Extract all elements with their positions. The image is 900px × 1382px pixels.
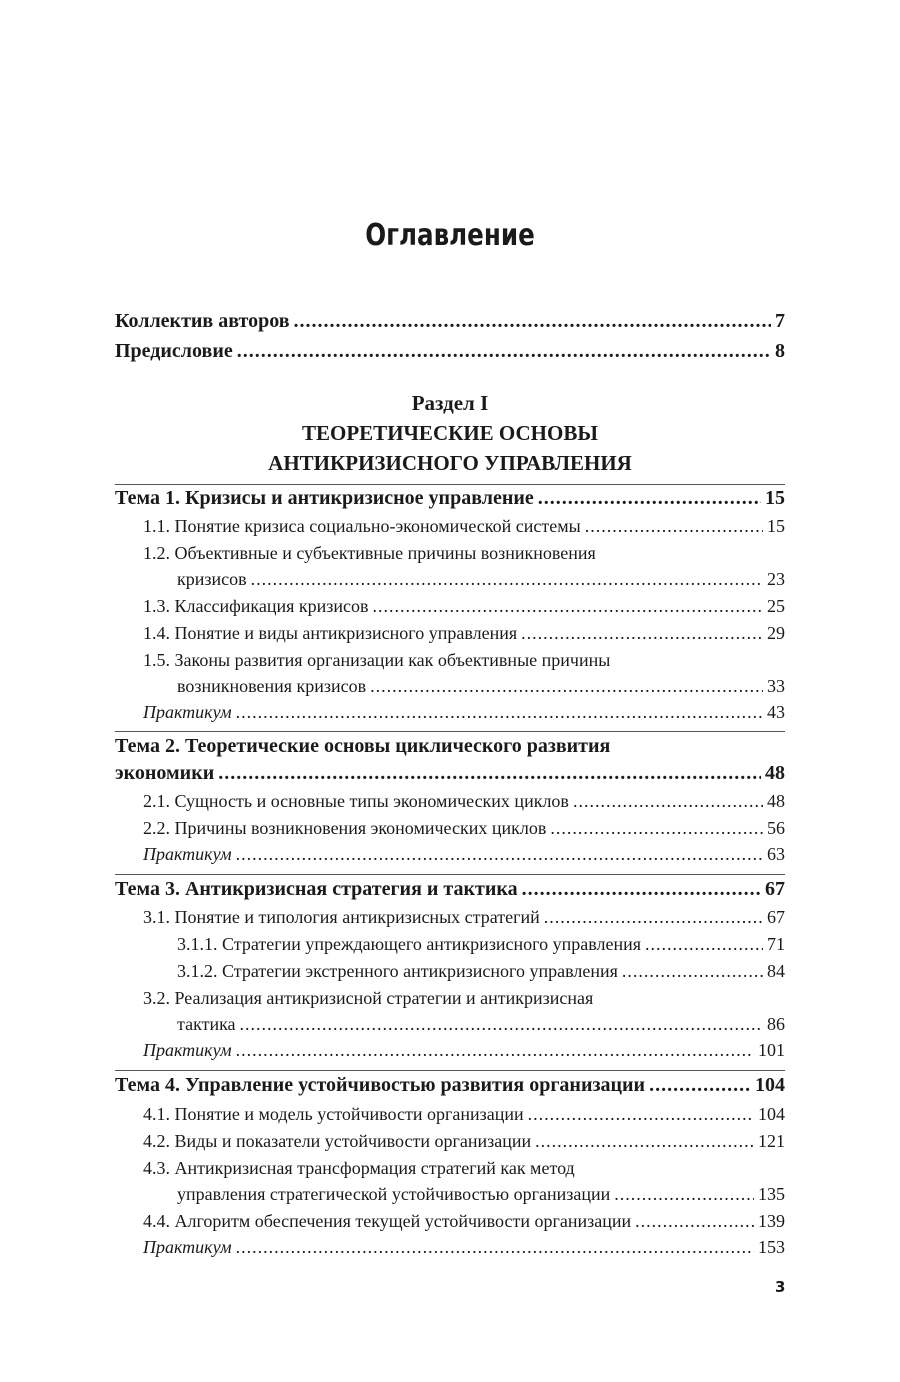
toc-entry-label: 1.1. Понятие кризиса социально-экономической системы — [143, 516, 581, 536]
toc-entry-page: 48 — [767, 791, 785, 811]
toc-entry-4-1[interactable] — [143, 1104, 785, 1125]
toc-entry-label: 4.2. Виды и показатели устойчивости организации — [143, 1131, 532, 1151]
toc-entry-label: Коллектив авторов — [115, 310, 290, 332]
topic-divider — [115, 874, 785, 875]
toc-entry-page: 135 — [758, 1184, 785, 1204]
toc-practicum-2[interactable] — [143, 844, 785, 865]
toc-entry-4-4[interactable] — [143, 1211, 785, 1232]
dot-leader — [528, 1104, 754, 1125]
toc-entry-3-2-line1[interactable]: 3.2. Реализация антикризисной стратегии и антикризисная — [143, 988, 594, 1008]
page-title: Оглавление — [365, 218, 535, 253]
toc-entry-page: 86 — [767, 1014, 785, 1034]
toc-topic-1[interactable] — [115, 487, 785, 510]
toc-entry-page: 63 — [767, 844, 785, 864]
toc-entry-page: 48 — [765, 762, 785, 784]
dot-leader — [635, 1211, 754, 1232]
toc-entry-label: кризисов — [177, 569, 247, 589]
toc-entry-3-1[interactable] — [143, 907, 785, 928]
toc-entry-label: Практикум — [143, 844, 232, 864]
toc-entry-1-1[interactable] — [143, 516, 785, 537]
toc-entry-page: 121 — [758, 1131, 785, 1151]
section-title-line1: ТЕОРЕТИЧЕСКИЕ ОСНОВЫ — [302, 421, 598, 445]
toc-entry-3-1-2[interactable] — [177, 961, 785, 982]
toc-entry-page: 8 — [775, 340, 785, 362]
toc-entry-preface[interactable] — [115, 340, 785, 363]
toc-entry-3-2[interactable] — [177, 1014, 785, 1035]
dot-leader — [236, 1237, 754, 1258]
toc-entry-label: 3.1. Понятие и типология антикризисных стратегий — [143, 907, 540, 927]
toc-entry-page: 153 — [758, 1237, 785, 1257]
toc-topic-3[interactable] — [115, 878, 785, 901]
dot-leader — [538, 487, 761, 510]
dot-leader — [622, 961, 763, 982]
dot-leader — [649, 1074, 751, 1097]
toc-entry-label: Предисловие — [115, 340, 233, 362]
toc-entry-label: 2.1. Сущность и основные типы экономических циклов — [143, 791, 569, 811]
toc-entry-label: возникновения кризисов — [177, 676, 367, 696]
dot-leader — [614, 1184, 754, 1205]
toc-topic-4[interactable] — [115, 1074, 785, 1097]
toc-entry-label: 3.1.2. Стратегии экстренного антикризисного управления — [177, 961, 618, 981]
toc-entry-2-1[interactable] — [143, 791, 785, 812]
toc-entry-label: 4.4. Алгоритм обеспечения текущей устойчивости организации — [143, 1211, 632, 1231]
toc-entry-page: 23 — [767, 569, 785, 589]
toc-entry-page: 139 — [758, 1211, 785, 1231]
toc-entry-4-3-line1[interactable]: 4.3. Антикризисная трансформация стратегий как метод — [143, 1158, 575, 1178]
toc-entry-page: 56 — [767, 818, 785, 838]
toc-topic-2[interactable] — [115, 762, 785, 785]
dot-leader — [370, 676, 763, 697]
toc-entry-label: Тема 4. Управление устойчивостью развития организации — [115, 1074, 646, 1096]
toc-entry-page: 25 — [767, 596, 785, 616]
dot-leader — [251, 569, 763, 590]
toc-entry-label: 1.4. Понятие и виды антикризисного управления — [143, 623, 518, 643]
toc-entry-page: 29 — [767, 623, 785, 643]
toc-entry-1-3[interactable] — [143, 596, 785, 617]
dot-leader — [236, 702, 763, 723]
dot-leader — [521, 623, 763, 644]
toc-entry-label: тактика — [177, 1014, 236, 1034]
toc-entry-page: 43 — [767, 702, 785, 722]
toc-entry-page: 67 — [765, 878, 785, 900]
toc-entry-label: Практикум — [143, 702, 232, 722]
page-number: 3 — [775, 1278, 786, 1296]
toc-entry-label: 2.2. Причины возникновения экономических циклов — [143, 818, 547, 838]
dot-leader — [550, 818, 763, 839]
toc-entry-label: управления стратегической устойчивостью организации — [177, 1184, 611, 1204]
dot-leader — [645, 934, 763, 955]
dot-leader — [522, 878, 761, 901]
toc-entry-1-2[interactable] — [177, 569, 785, 590]
dot-leader — [585, 516, 763, 537]
toc-entry-page: 67 — [767, 907, 785, 927]
dot-leader — [544, 907, 763, 928]
topic-divider — [115, 731, 785, 732]
toc-topic-2-line1[interactable]: Тема 2. Теоретические основы циклического развития — [115, 735, 611, 757]
toc-entry-1-2-line1[interactable]: 1.2. Объективные и субъективные причины возникновения — [143, 543, 596, 563]
toc-entry-page: 104 — [755, 1074, 785, 1096]
topic-divider — [115, 484, 785, 485]
toc-entry-4-2[interactable] — [143, 1131, 785, 1152]
toc-entry-1-4[interactable] — [143, 623, 785, 644]
dot-leader — [573, 791, 763, 812]
toc-entry-page: 71 — [767, 934, 785, 954]
toc-entry-label: экономики — [115, 762, 215, 784]
topic-divider — [115, 1070, 785, 1071]
toc-entry-label: Тема 1. Кризисы и антикризисное управление — [115, 487, 534, 509]
toc-entry-page: 7 — [775, 310, 785, 332]
toc-practicum-4[interactable] — [143, 1237, 785, 1258]
toc-entry-page: 15 — [767, 516, 785, 536]
toc-entry-1-5-line1[interactable]: 1.5. Законы развития организации как объективные причины — [143, 650, 611, 670]
dot-leader — [236, 844, 763, 865]
dot-leader — [294, 310, 771, 333]
toc-entry-authors[interactable] — [115, 310, 785, 333]
toc-entry-label: 3.1.1. Стратегии упреждающего антикризисного управления — [177, 934, 642, 954]
dot-leader — [240, 1014, 763, 1035]
toc-entry-page: 101 — [758, 1040, 785, 1060]
toc-entry-label: 4.1. Понятие и модель устойчивости организации — [143, 1104, 524, 1124]
toc-entry-page: 104 — [758, 1104, 785, 1124]
toc-entry-2-2[interactable] — [143, 818, 785, 839]
section-label: Раздел I — [411, 391, 489, 415]
toc-entry-1-5[interactable] — [177, 676, 785, 697]
toc-entry-4-3[interactable] — [177, 1184, 785, 1205]
toc-practicum-1[interactable] — [143, 702, 785, 723]
toc-entry-page: 15 — [765, 487, 785, 509]
toc-entry-page: 84 — [767, 961, 785, 981]
toc-entry-3-1-1[interactable] — [177, 934, 785, 955]
dot-leader — [218, 762, 761, 785]
toc-entry-page: 33 — [767, 676, 785, 696]
dot-leader — [236, 1040, 754, 1061]
section-title-line2: АНТИКРИЗИСНОГО УПРАВЛЕНИЯ — [268, 451, 632, 475]
dot-leader — [373, 596, 763, 617]
toc-practicum-3[interactable] — [143, 1040, 785, 1061]
dot-leader — [535, 1131, 754, 1152]
toc-entry-label: 1.3. Классификация кризисов — [143, 596, 369, 616]
toc-entry-label: Тема 3. Антикризисная стратегия и тактика — [115, 878, 518, 900]
toc-entry-label: Практикум — [143, 1237, 232, 1257]
toc-entry-label: Практикум — [143, 1040, 232, 1060]
dot-leader — [237, 340, 771, 363]
